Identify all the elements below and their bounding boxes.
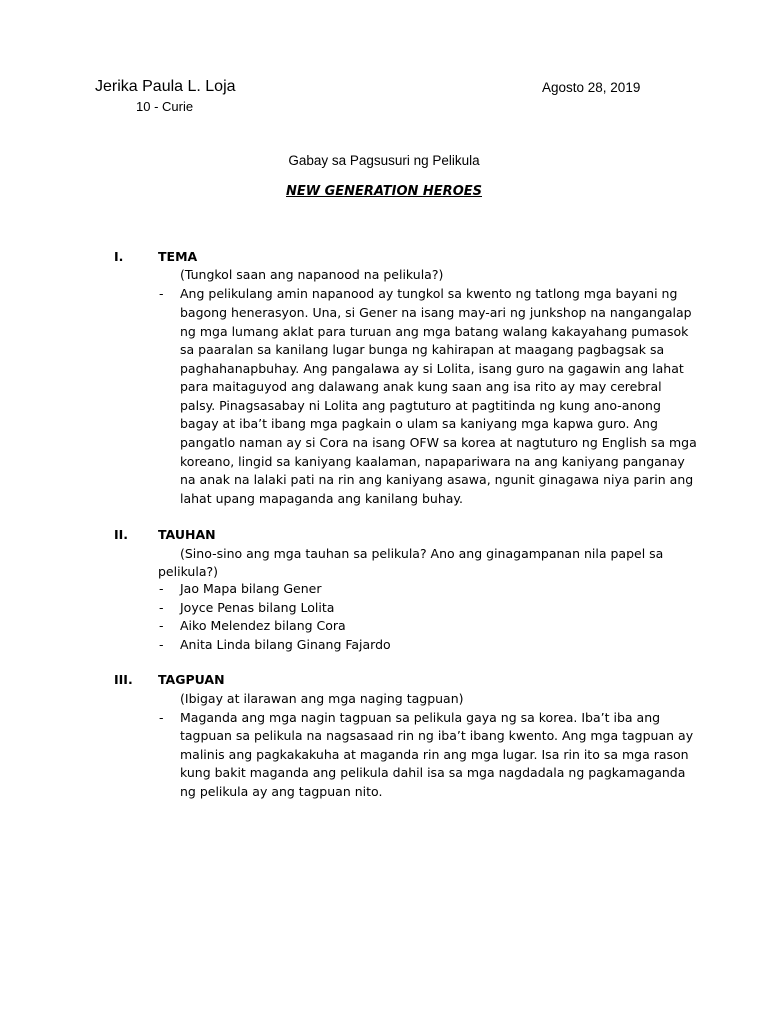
bullet-dash: - bbox=[159, 600, 164, 615]
list-item: Aiko Melendez bilang Cora bbox=[180, 618, 346, 633]
section-question: (Tungkol saan ang napanood na pelikula?) bbox=[180, 267, 444, 282]
paragraph-line: para maitaguyod ang dalawang anak kung saan ang isa rito ay may cerebral bbox=[180, 379, 662, 394]
paragraph-line: na anak na lalaki pati na rin ang kaniyang asawa, ngunit ginagawa niya parin ang bbox=[180, 472, 694, 487]
bullet-dash: - bbox=[159, 710, 164, 725]
section-question: pelikula?) bbox=[158, 564, 218, 579]
section-question: (Ibigay at ilarawan ang mga naging tagpuan) bbox=[180, 691, 464, 706]
paragraph-line: Ang pelikulang amin napanood ay tungkol sa kwento ng tatlong mga bayani ng bbox=[180, 286, 678, 301]
paragraph-line: pangatlo naman ay si Cora na isang OFW sa korea at nagtuturo ng English sa mga bbox=[180, 435, 697, 450]
paragraph-line: bagong henerasyon. Una, si Gener na isang may-ari ng junkshop na nangangalap bbox=[180, 305, 692, 320]
film-title: NEW GENERATION HEROES bbox=[286, 184, 482, 199]
bullet-dash: - bbox=[159, 618, 164, 633]
paragraph-line: palsy. Pinagsasabay ni Lolita ang pagtuturo at pagtitinda ng kung ano-anong bbox=[180, 398, 661, 413]
paragraph-line: tagpuan sa pelikula na nagsasaad rin ng iba’t ibang kwento. Ang mga tagpuan ay bbox=[180, 728, 694, 743]
paragraph-line: sa paaralan sa kanilang lugar bunga ng kahirapan at maagang pagbagsak sa bbox=[180, 342, 665, 357]
list-item: Anita Linda bilang Ginang Fajardo bbox=[180, 637, 391, 652]
paragraph-line: bagay at iba’t ibang mga pagkain o ulam sa kaniyang mga kapwa guro. Ang bbox=[180, 416, 658, 431]
paragraph-line: ng pelikula ay ang tagpuan nito. bbox=[180, 784, 383, 799]
section-numeral: I. bbox=[114, 249, 124, 264]
list-item: Jao Mapa bilang Gener bbox=[180, 581, 322, 596]
paragraph-line: koreano, lingid sa kaniyang kaalaman, napapariwara na ang kaniyang panganay bbox=[180, 454, 685, 469]
bullet-dash: - bbox=[159, 637, 164, 652]
section-numeral: II. bbox=[114, 527, 129, 542]
bullet-dash: - bbox=[159, 286, 164, 301]
section-heading-tema: TEMA bbox=[158, 249, 198, 264]
paragraph-line: ng mga lumang aklat para turuan ang mga batang walang kakayahang pumasok bbox=[180, 324, 689, 339]
paragraph-line: malinis ang pagkakakuha at maganda rin ang mga lugar. Isa rin ito sa mga rason bbox=[180, 747, 689, 762]
section-heading-tagpuan: TAGPUAN bbox=[158, 672, 225, 687]
paragraph-line: Maganda ang mga nagin tagpuan sa pelikula gaya ng sa korea. Iba’t iba ang bbox=[180, 710, 661, 725]
paragraph-line: kung bakit maganda ang pelikula dahil isa sa mga nagdadala ng pagkamaganda bbox=[180, 765, 686, 780]
section-numeral: III. bbox=[114, 672, 133, 687]
document-date: Agosto 28, 2019 bbox=[542, 80, 641, 95]
paragraph-line: paghahanapbuhay. Ang pangalawa ay si Lolita, isang guro na gagawin ang lahat bbox=[180, 361, 684, 376]
paragraph-line: lahat upang mapaganda ang kanilang buhay. bbox=[180, 491, 464, 506]
section-heading-tauhan: TAUHAN bbox=[158, 527, 216, 542]
author-name: Jerika Paula L. Loja bbox=[95, 78, 236, 95]
list-item: Joyce Penas bilang Lolita bbox=[180, 600, 335, 615]
class-section: 10 - Curie bbox=[136, 99, 194, 114]
document-title: Gabay sa Pagsusuri ng Pelikula bbox=[288, 153, 480, 168]
bullet-dash: - bbox=[159, 581, 164, 596]
section-question: (Sino-sino ang mga tauhan sa pelikula? Ano ang ginagampanan nila papel sa bbox=[180, 546, 664, 561]
